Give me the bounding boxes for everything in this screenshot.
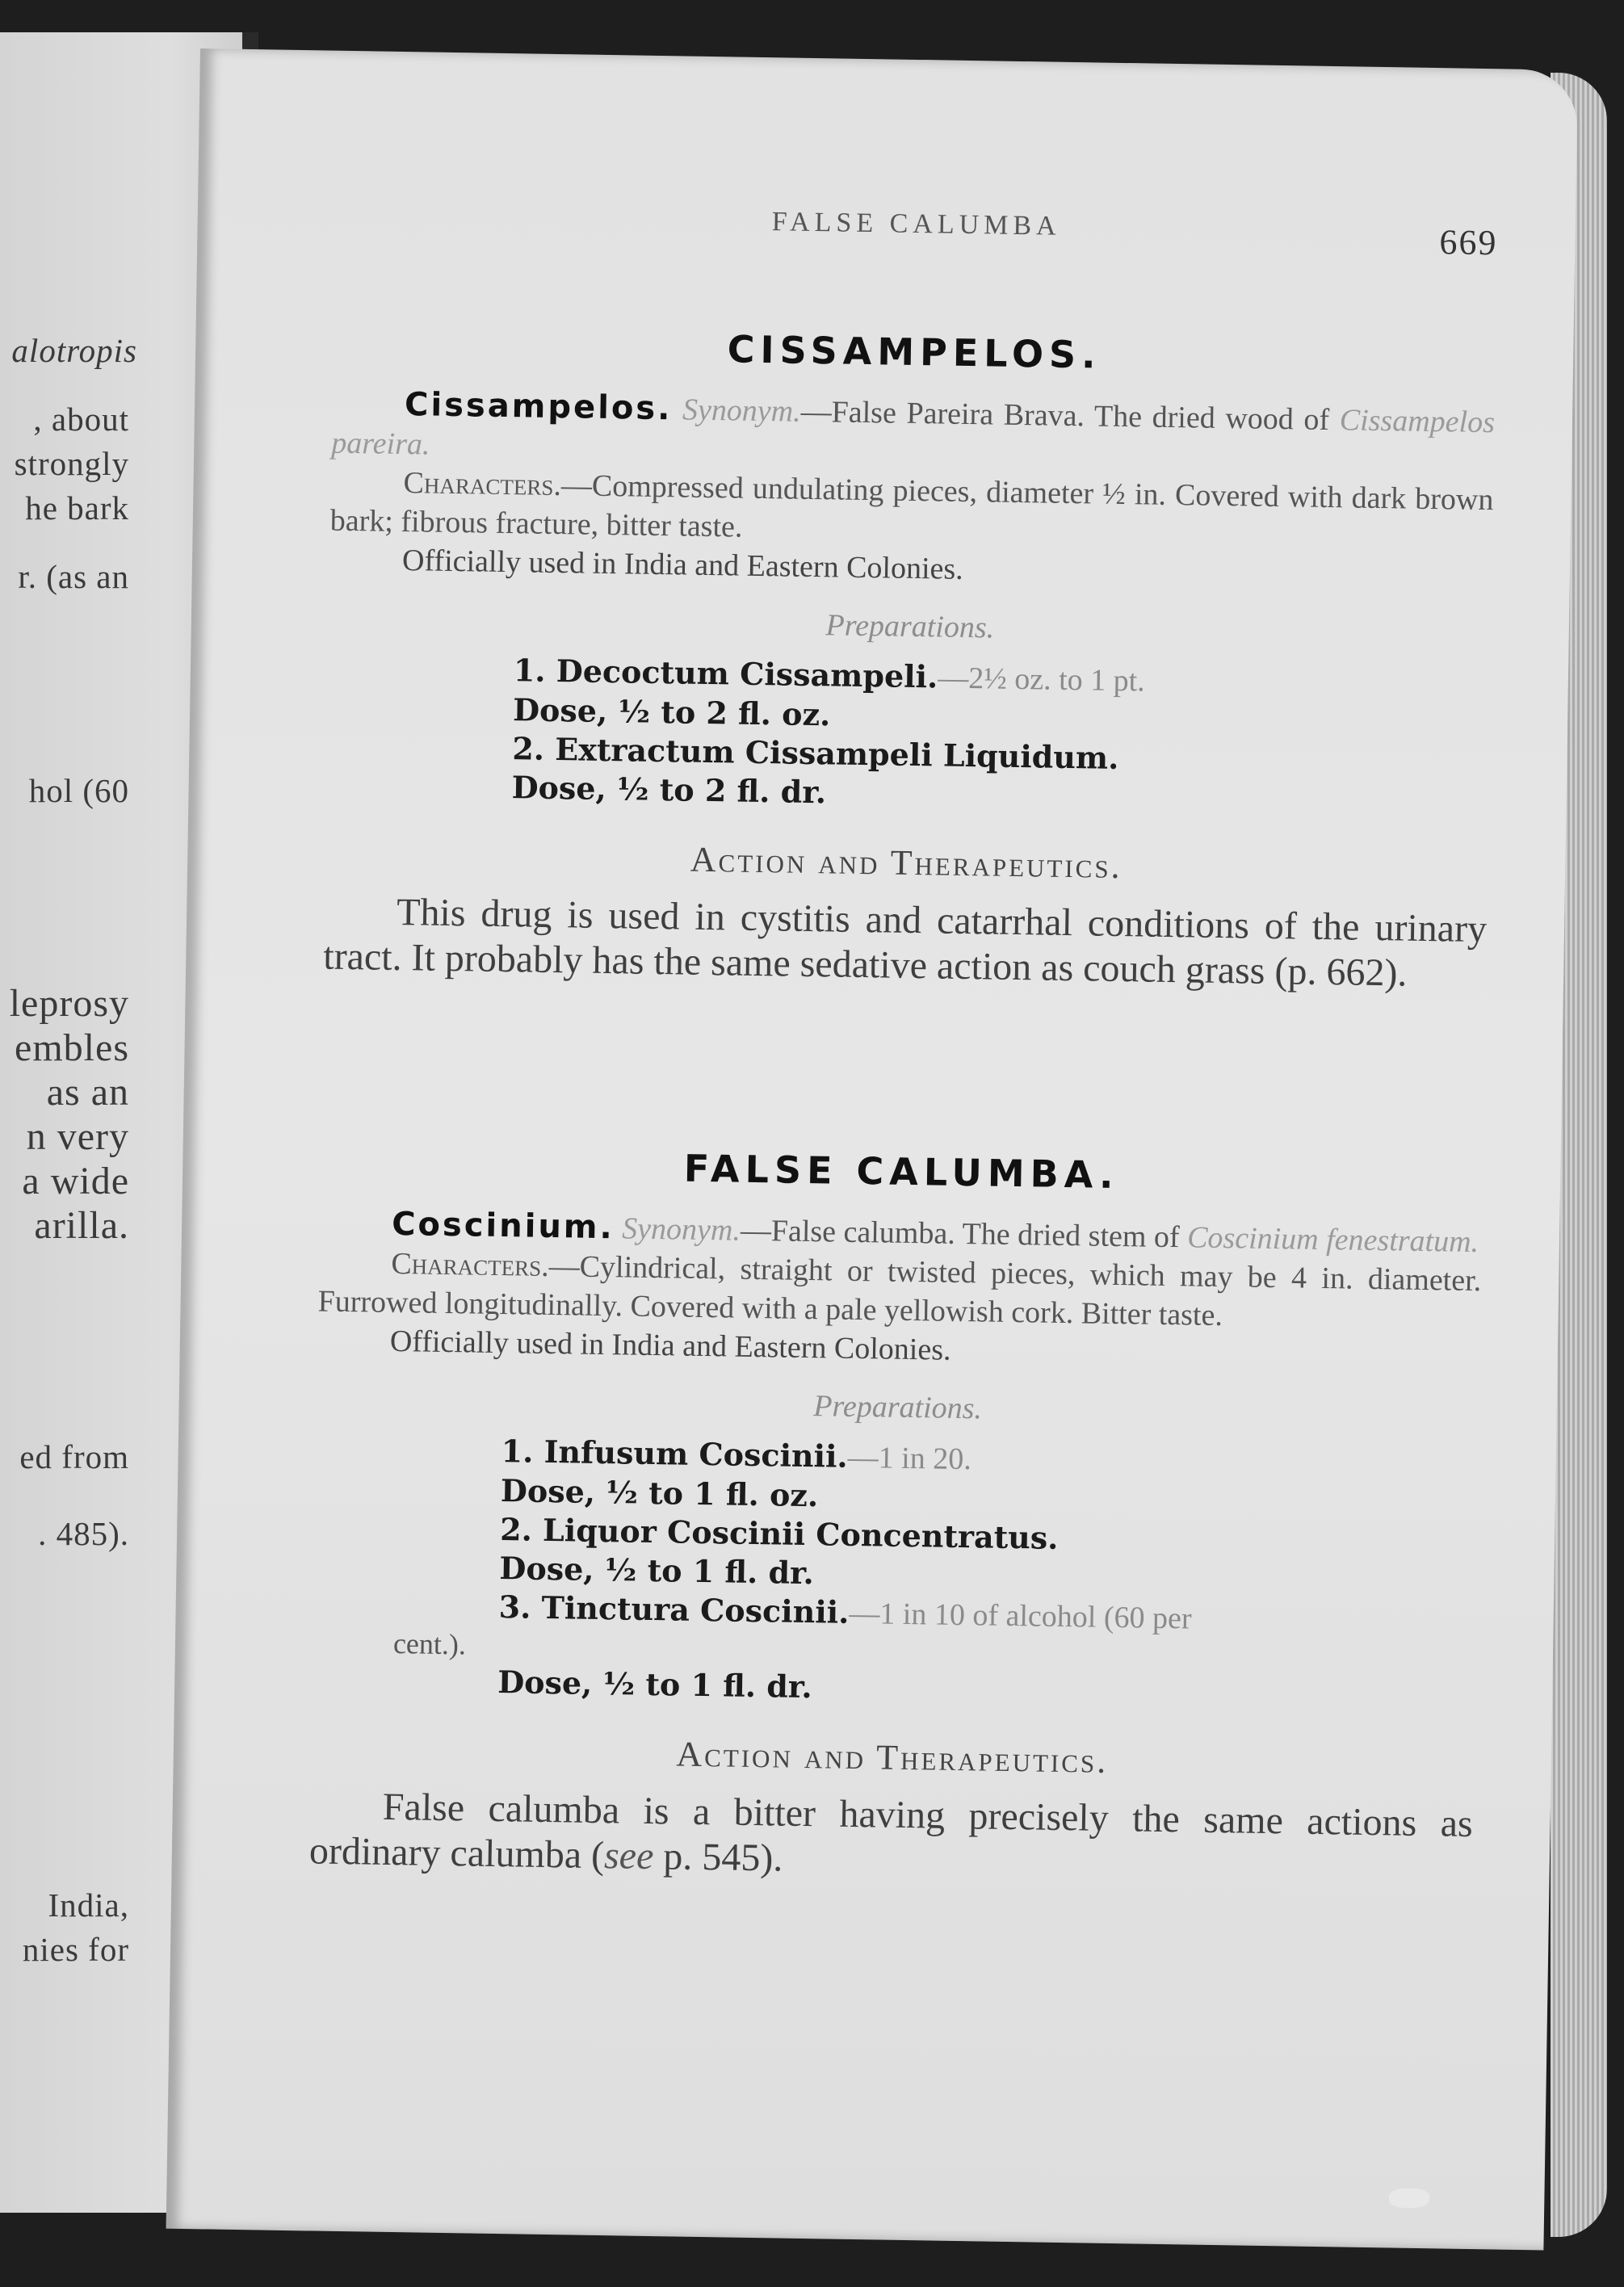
official-use: Officially used in India and Eastern Colonies. [389,1324,951,1367]
action-text [309,1783,1474,1892]
left-line: as an [46,1071,129,1114]
preparation-name: 3. Tinctura Coscinii. [498,1588,850,1630]
left-line: hol (60 [28,772,129,809]
preparations-heading: Preparations. [813,1389,983,1426]
left-line: India, [48,1886,129,1924]
preparation-name: 2. Extractum Cissampeli Liquidum. [512,730,1119,776]
species-name: Coscinium fenestratum. [1186,1220,1479,1260]
section-false-calumba [309,1141,1483,1893]
preparation-name: 1. Infusum Coscinii. [501,1433,849,1475]
preparation-note: —2½ oz. to 1 pt. [937,661,1146,699]
action-text-part: p. 545). [653,1835,783,1880]
action-text: This drug is used in cystitis and catarrhal conditions of the urinary tract. It probably has the same sedative action as couch grass (p. 662). [322,890,1488,995]
preparation-note: —1 in 20. [847,1440,972,1477]
synonym-text: —False calumba. The dried stem of [740,1213,1180,1255]
action-text-see: see [603,1834,654,1878]
action-heading: Action and Therapeutics. [676,1734,1109,1781]
characters-label: Characters. [403,466,562,503]
left-line: . 485). [38,1515,129,1552]
preparation-name: 2. Liquor Coscinii Concentratus. [499,1511,1059,1556]
preparation-dose: Dose, ½ to 2 fl. dr. [511,769,827,811]
left-line: a wide [22,1160,129,1202]
action-text-part: False calumba is a bitter having precisely the same actions as ordinary calumba ( [308,1785,1474,1878]
left-line: leprosy [9,982,129,1025]
section-title: CISSAMPELOS. [727,327,1102,377]
preparation-note: —1 in 10 of alcohol (60 per [849,1596,1192,1636]
preparations-heading: Preparations. [825,608,995,645]
left-line: ed from [19,1438,129,1475]
left-line: embles [15,1026,129,1069]
official-use: Officially used in India and Eastern Colonies. [401,543,964,586]
drug-name: Coscinium. [391,1205,615,1247]
section-title: FALSE CALUMBA. [683,1146,1120,1198]
preparation-dose: Dose, ½ to 1 fl. dr. [499,1550,815,1592]
left-line: he bark [25,489,129,527]
page-number: 669 [1439,222,1498,263]
preparations-list [392,1432,1479,1717]
section-cissampelos [323,321,1496,998]
left-line: r. (as an [18,558,129,595]
characters-text: —Compressed undulating pieces, diameter ½ in. Covered with dark brown bark; fibrous fracture, bitter taste. [329,468,1494,544]
synonym-label: Synonym. [682,392,802,429]
drug-name: Cissampelos. [404,386,673,428]
left-line: nies for [22,1931,129,1968]
species-name: Cissampelos pareira. [331,403,1496,462]
left-line: , about [33,401,129,438]
characters-label: Characters. [391,1246,550,1283]
preparation-dose: Dose, ½ to 2 fl. oz. [512,691,831,733]
left-line: arilla. [34,1204,129,1247]
action-heading: Action and Therapeutics. [690,839,1123,887]
right-page [166,48,1578,2250]
synonym-text: —False Pareira Brava. The dried wood of [800,394,1330,438]
characters-text: —Cylindrical, straight or twisted pieces, which may be 4 in. diameter. Furrowed longitudinally. Covered with a pale yellowish cork. Bitter taste. [317,1248,1482,1333]
preparation-name: 1. Decoctum Cissampeli. [513,652,938,695]
page-content [304,51,1500,2249]
paper-fleck [1389,2188,1429,2208]
preparation-dose: Dose, ½ to 1 fl. dr. [497,1664,813,1706]
running-head: FALSE CALUMBA [771,207,1061,241]
preparation-dose: Dose, ½ to 1 fl. oz. [500,1472,819,1514]
left-line: n very [26,1115,129,1158]
left-line: strongly [14,445,129,482]
synonym-label: Synonym. [621,1211,741,1248]
left-line: alotropis [11,332,137,369]
preparation-continuation: cent.). [392,1627,467,1661]
preparations-list [511,651,1491,822]
